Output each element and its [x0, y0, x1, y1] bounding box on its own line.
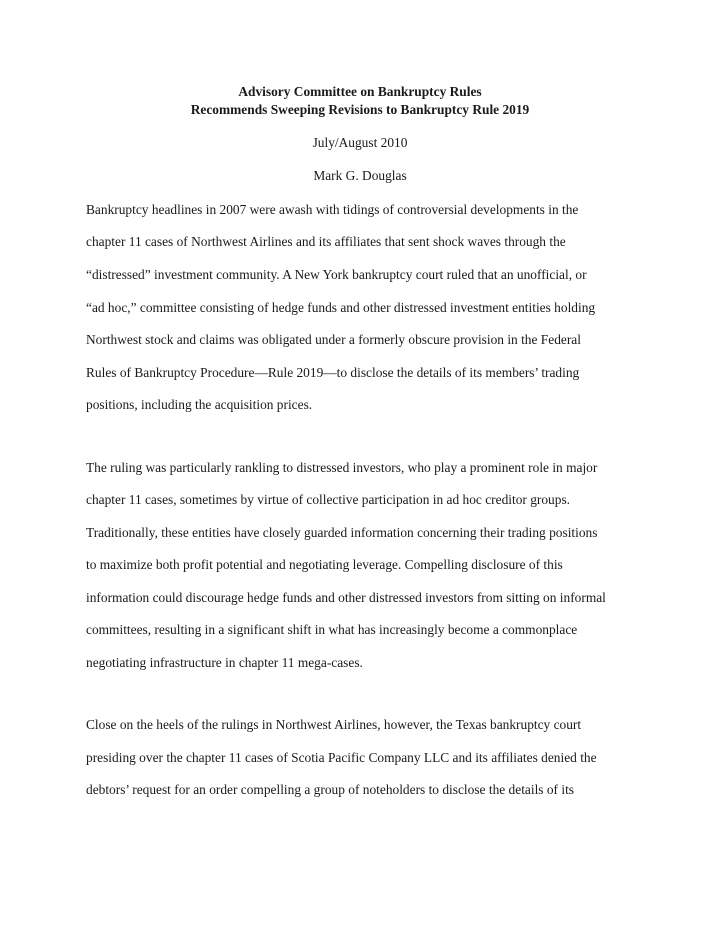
- paragraph-line: Traditionally, these entities have closely guarded information concerning their trading positions: [86, 525, 598, 540]
- document-author: Mark G. Douglas: [313, 168, 407, 183]
- paragraph-line: The ruling was particularly rankling to distressed investors, who play a prominent role in major: [86, 460, 598, 475]
- paragraph-line: Close on the heels of the rulings in Northwest Airlines, however, the Texas bankruptcy court: [86, 717, 582, 732]
- paragraph-line: “ad hoc,” committee consisting of hedge funds and other distressed investment entities holding: [86, 300, 596, 315]
- document-title-line-2: Recommends Sweeping Revisions to Bankruptcy Rule 2019: [190, 102, 530, 117]
- paragraph-line: information could discourage hedge funds and other distressed investors from sitting on informal: [86, 590, 606, 605]
- paragraph-line: “distressed” investment community. A New York bankruptcy court ruled that an unofficial, or: [86, 267, 587, 282]
- document-date: July/August 2010: [312, 135, 408, 150]
- paragraph-line: to maximize both profit potential and negotiating leverage. Compelling disclosure of this: [86, 557, 563, 572]
- paragraph-line: presiding over the chapter 11 cases of Scotia Pacific Company LLC and its affiliates denied the: [86, 750, 597, 765]
- paragraph-line: debtors’ request for an order compelling a group of noteholders to disclose the details of its: [86, 782, 575, 797]
- paragraph-line: positions, including the acquisition prices.: [86, 397, 313, 412]
- paragraph-line: Bankruptcy headlines in 2007 were awash with tidings of controversial developments in the: [86, 202, 579, 217]
- paragraph-line: negotiating infrastructure in chapter 11 mega-cases.: [86, 655, 363, 670]
- paragraph-line: Rules of Bankruptcy Procedure—Rule 2019—to disclose the details of its members’ trading: [86, 365, 580, 380]
- paragraph-line: committees, resulting in a significant shift in what has increasingly become a commonplace: [86, 622, 578, 637]
- paragraph-line: Northwest stock and claims was obligated under a formerly obscure provision in the Federal: [86, 332, 581, 347]
- paragraph-line: chapter 11 cases, sometimes by virtue of collective participation in ad hoc creditor groups.: [86, 492, 571, 507]
- document-title-line-1: Advisory Committee on Bankruptcy Rules: [238, 84, 482, 99]
- paragraph-line: chapter 11 cases of Northwest Airlines and its affiliates that sent shock waves through the: [86, 234, 566, 249]
